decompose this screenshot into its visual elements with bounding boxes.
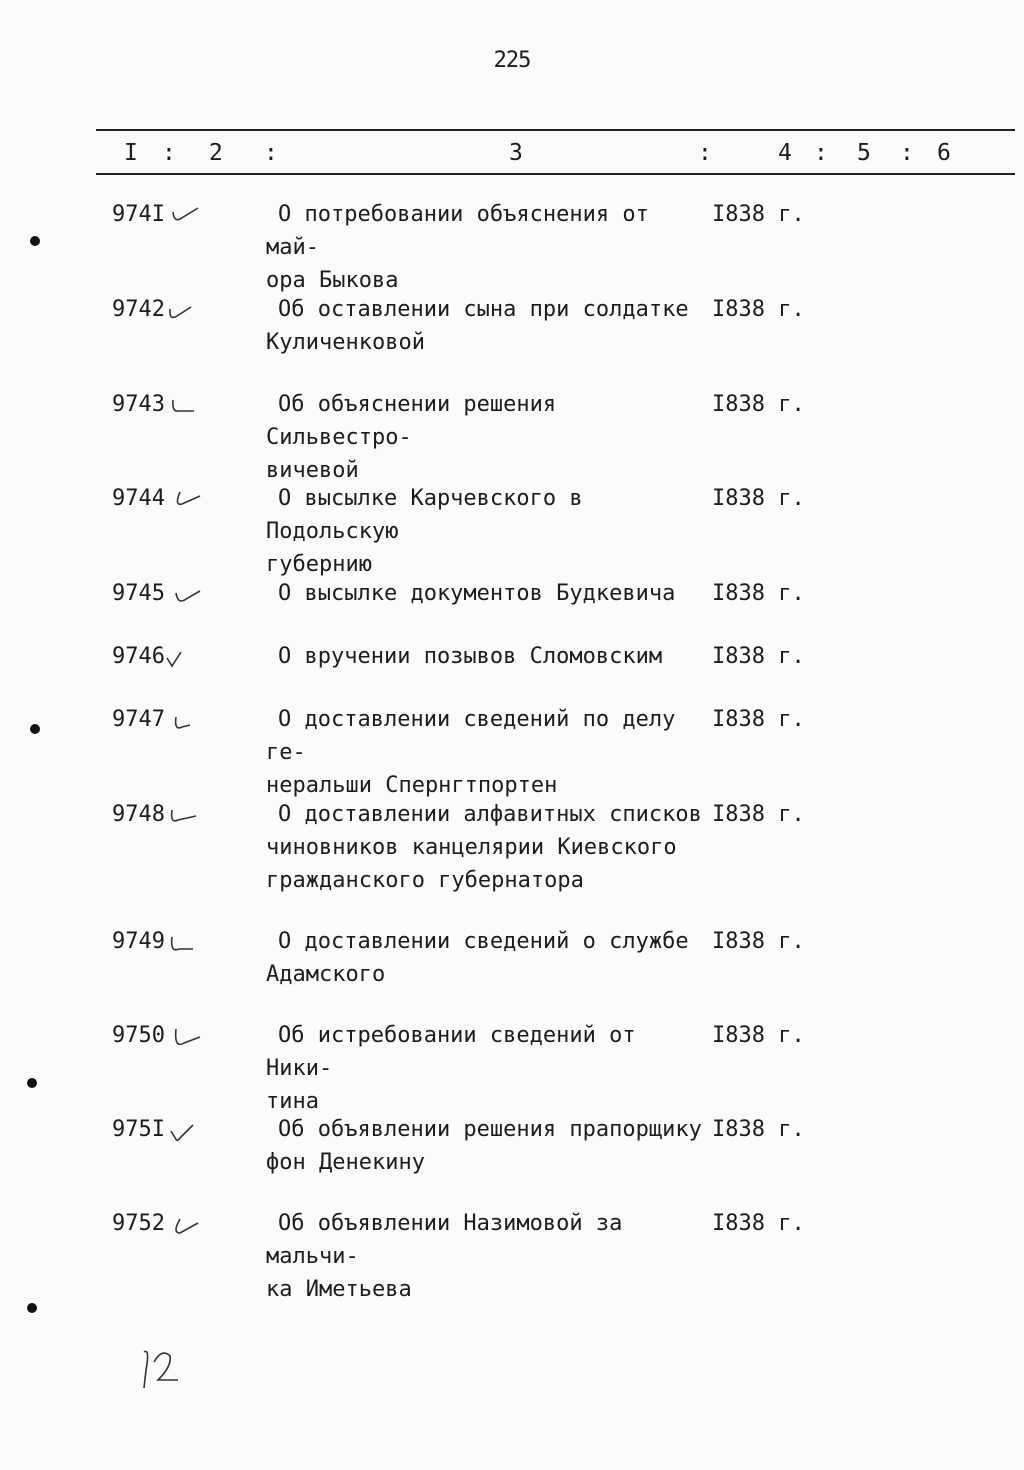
case-year: I838 г. xyxy=(712,486,805,511)
case-year: I838 г. xyxy=(712,1023,805,1048)
column-header-1: I xyxy=(124,140,138,166)
column-header-6: 6 xyxy=(937,140,951,166)
column-header-5: 5 xyxy=(857,140,871,166)
column-separator: : xyxy=(900,140,914,166)
case-title: Об объявлении Назимовой за мальчи- ка Иметьева xyxy=(266,1211,623,1302)
case-title: О вручении позывов Сломовским xyxy=(278,644,663,669)
binder-hole-mark xyxy=(30,724,40,734)
checkmark-icon xyxy=(167,1119,197,1141)
case-number: 9744 xyxy=(112,486,165,511)
case-number: 9742 xyxy=(112,297,165,322)
column-separator: : xyxy=(814,140,828,166)
case-number: 9745 xyxy=(112,581,165,606)
case-year: I838 г. xyxy=(712,202,805,227)
handwritten-mark xyxy=(130,1340,200,1400)
case-number: 9752 xyxy=(112,1211,165,1236)
case-title: О доставлении алфавитных списков чиновников канцелярии Киевского гражданского губернатора xyxy=(266,802,702,893)
checkmark-icon xyxy=(170,709,200,731)
case-title: Об оставлении сына при солдатке Куличенковой xyxy=(266,297,689,355)
column-separator: : xyxy=(698,140,712,166)
binder-hole-mark xyxy=(27,1303,37,1313)
page-number: 225 xyxy=(493,48,531,73)
case-year: I838 г. xyxy=(712,802,805,827)
case-title: О доставлении сведений по делу ге- неральши Спернгтпортен xyxy=(266,707,676,798)
case-title: Об истребовании сведений от Ники- тина xyxy=(266,1023,636,1114)
case-title: Об объяснении решения Сильвестро- вичевой xyxy=(266,392,557,483)
checkmark-icon xyxy=(172,583,202,605)
case-year: I838 г. xyxy=(712,707,805,732)
case-year: I838 г. xyxy=(712,297,805,322)
checkmark-icon xyxy=(168,804,198,826)
case-title: О высылке документов Будкевича xyxy=(278,581,676,606)
binder-hole-mark xyxy=(27,1078,37,1088)
case-number: 975I xyxy=(112,1117,165,1142)
case-year: I838 г. xyxy=(712,644,805,669)
checkmark-icon xyxy=(168,394,198,416)
case-title: О доставлении сведений о службе Адамского xyxy=(266,929,689,987)
case-number: 9747 xyxy=(112,707,165,732)
checkmark-icon xyxy=(163,646,193,668)
case-title: О потребовании объяснения от май- ора Быкова xyxy=(266,202,649,293)
checkmark-icon xyxy=(167,931,197,953)
column-header-4: 4 xyxy=(778,140,792,166)
case-year: I838 г. xyxy=(712,392,805,417)
checkmark-icon xyxy=(172,1025,202,1047)
column-header-3: 3 xyxy=(509,140,523,166)
checkmark-icon xyxy=(170,204,200,226)
case-title: Об объявлении решения прапорщику фон Денекину xyxy=(266,1117,702,1175)
case-number: 9743 xyxy=(112,392,165,417)
case-year: I838 г. xyxy=(712,1211,805,1236)
case-number: 974I xyxy=(112,202,165,227)
checkmark-icon xyxy=(165,299,195,321)
checkmark-icon xyxy=(172,488,202,510)
case-number: 9749 xyxy=(112,929,165,954)
column-separator: : xyxy=(264,140,278,166)
checkmark-icon xyxy=(170,1213,200,1235)
binder-hole-mark xyxy=(30,236,40,246)
case-year: I838 г. xyxy=(712,1117,805,1142)
case-year: I838 г. xyxy=(712,581,805,606)
column-header-2: 2 xyxy=(209,140,223,166)
case-title: О высылке Карчевского в Подольскую губернию xyxy=(266,486,583,577)
case-number: 9748 xyxy=(112,802,165,827)
case-number: 9746 xyxy=(112,644,165,669)
case-number: 9750 xyxy=(112,1023,165,1048)
case-year: I838 г. xyxy=(712,929,805,954)
column-separator: : xyxy=(162,140,176,166)
header-top-rule xyxy=(96,129,1015,131)
header-bottom-rule xyxy=(96,173,1015,175)
